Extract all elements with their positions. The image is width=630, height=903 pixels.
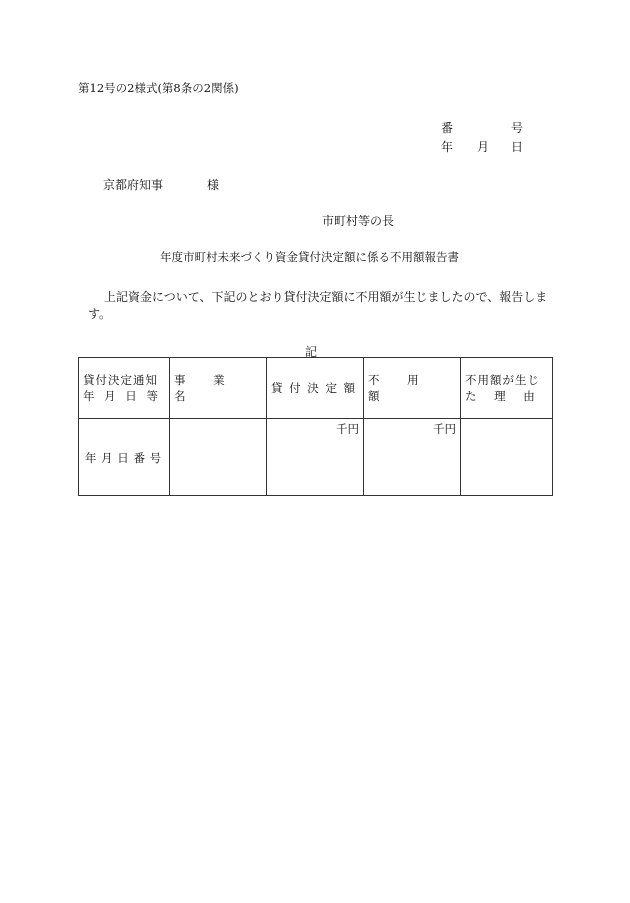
table-row xyxy=(79,419,553,496)
header-project-name xyxy=(170,358,267,419)
report-table xyxy=(78,357,553,496)
cell-reason xyxy=(461,419,553,496)
body-text-line2: す。 xyxy=(88,307,112,321)
row-label: 年 月 日 番 号 xyxy=(85,451,162,465)
header-unused-amount xyxy=(364,358,461,419)
cell-notice-date xyxy=(79,419,170,496)
header-notice-date xyxy=(79,358,170,419)
unit-unused: 千円 xyxy=(433,422,456,436)
number-label-gou: 号 xyxy=(511,121,524,135)
table-header-row xyxy=(79,358,553,419)
header-reason-line1: 不用額が生じ xyxy=(465,373,540,387)
date-label-year: 年 xyxy=(441,140,454,154)
header-notice-date-line1: 貸付決定通知 xyxy=(83,373,158,387)
header-loan-amount xyxy=(267,358,364,419)
header-loan-amount-text: 貸 付 決 定 額 xyxy=(271,381,356,395)
date-label-day: 日 xyxy=(511,140,524,154)
form-number: 第12号の2様式(第8条の2関係) xyxy=(78,81,239,95)
unit-loan: 千円 xyxy=(336,422,359,436)
header-reason xyxy=(461,358,553,419)
header-notice-date-line2: 年 月 日 等 xyxy=(83,389,158,403)
cell-unused-amount xyxy=(364,419,461,496)
addressee: 京都府知事 xyxy=(103,178,164,192)
number-label-ban: 番 xyxy=(441,121,454,135)
header-reason-line2: た 理 由 xyxy=(465,389,535,403)
date-label-month: 月 xyxy=(477,140,490,154)
document-title: 年度市町村未来づくり資金貸付決定額に係る不用額報告書 xyxy=(160,250,459,264)
ki-heading: 記 xyxy=(305,345,318,359)
header-unused-amount-text: 不 用 額 xyxy=(368,373,419,403)
header-project-name-text: 事 業 名 xyxy=(174,373,225,403)
sender: 市町村等の長 xyxy=(322,214,395,228)
cell-project-name xyxy=(170,419,267,496)
cell-loan-amount xyxy=(267,419,364,496)
addressee-honorific: 様 xyxy=(207,178,220,192)
body-text-line1: 上記資金について、下記のとおり貸付決定額に不用額が生じましたので、報告しま xyxy=(104,290,548,304)
